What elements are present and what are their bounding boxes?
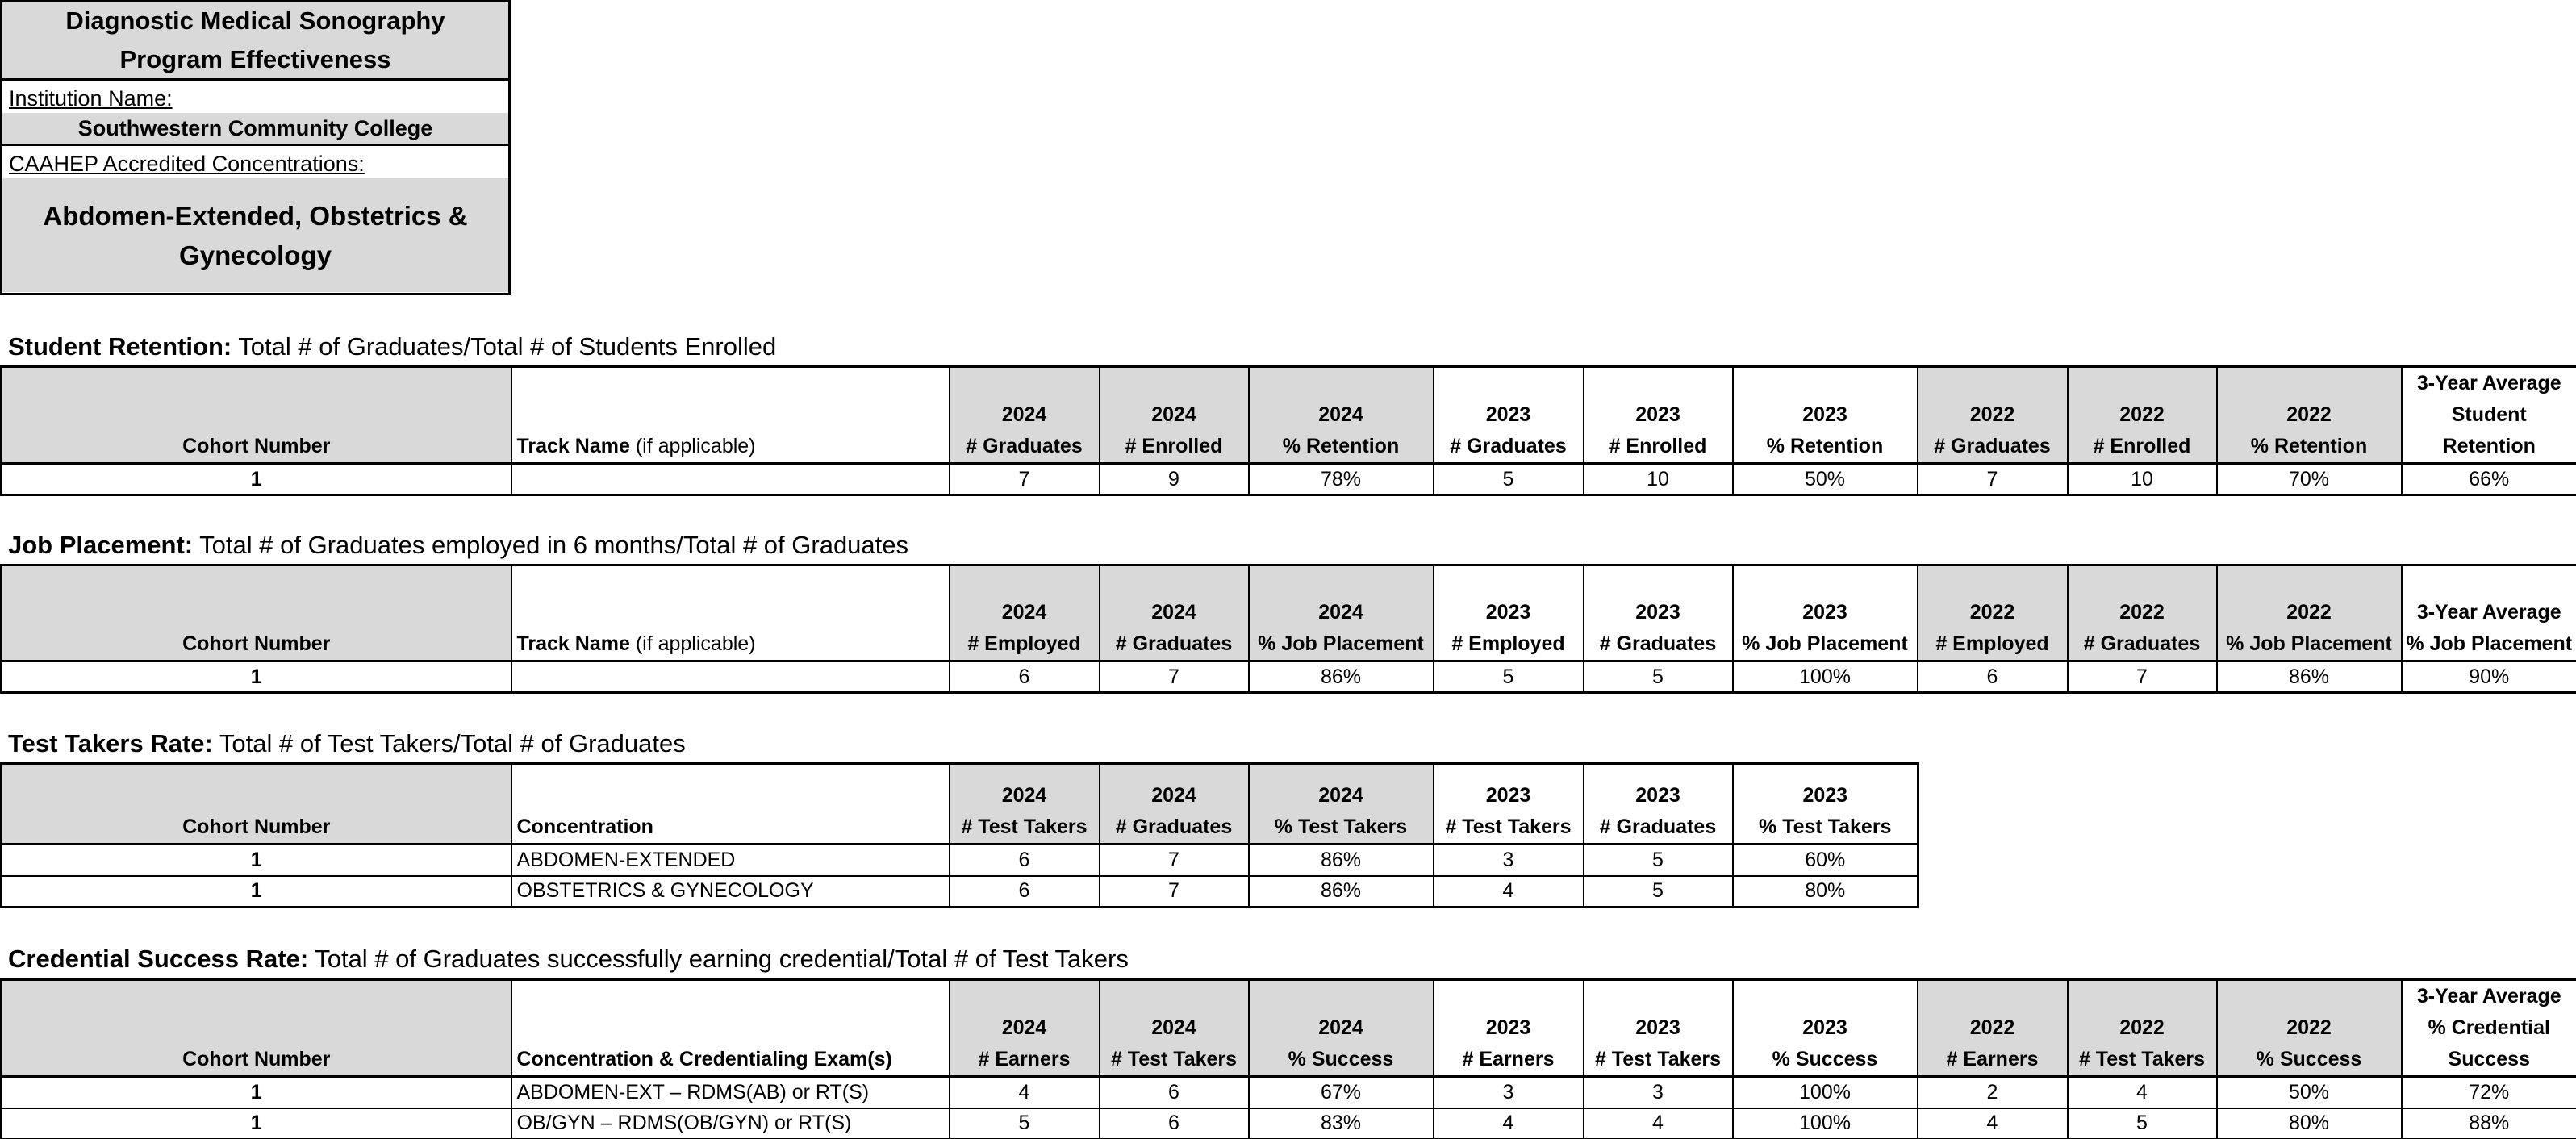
col-header-2023-earners <box>1434 980 1584 1077</box>
job-placement-title-desc: Total # of Graduates employed in 6 months/Total # of Graduates <box>193 531 909 559</box>
column-header-text: 2023 <box>1485 1016 1531 1039</box>
track-header-note: (if applicable) <box>629 435 756 457</box>
column-header-text: # Graduates <box>1115 816 1233 838</box>
cell-value[interactable]: 9 <box>1100 464 1249 495</box>
cell-value[interactable]: 6 <box>950 845 1100 876</box>
column-header-text: 2022 <box>2119 403 2165 426</box>
cell-value[interactable]: 5 <box>2068 1108 2217 1139</box>
cell-average[interactable]: 90% <box>2402 661 2576 693</box>
col-header-2023-enrolled <box>1584 367 1733 464</box>
column-header-text: 2024 <box>1151 784 1196 807</box>
program-info-box <box>0 0 511 295</box>
col-header-2024-enrolled <box>1100 367 1249 464</box>
column-header-text: # Employed <box>1935 632 2049 655</box>
program-title-line2: Program Effectiveness <box>119 45 391 73</box>
credential-title-desc: Total # of Graduates successfully earning credential/Total # of Test Takers <box>308 945 1129 973</box>
column-header-text: 2023 <box>1802 784 1848 807</box>
credential-table <box>0 978 2576 1139</box>
cell-value[interactable]: 4 <box>1584 1108 1733 1139</box>
col-header-2023-graduates <box>1434 367 1584 464</box>
cell-value[interactable]: 6 <box>950 661 1100 693</box>
cell-value[interactable]: 100% <box>1733 661 1918 693</box>
column-header-text: # Enrolled <box>1125 435 1223 457</box>
cell-value[interactable]: 100% <box>1733 1108 1918 1139</box>
cell-value[interactable]: 7 <box>1100 661 1249 693</box>
program-title-line1: Diagnostic Medical Sonography <box>65 6 445 35</box>
cell-concentration[interactable]: ABDOMEN-EXTENDED <box>511 845 950 876</box>
column-header-text: 2024 <box>1151 601 1196 624</box>
col-header-cohort: Cohort Number <box>2 565 511 661</box>
col-header-2022-retention <box>2217 367 2402 464</box>
cell-value[interactable]: 6 <box>1100 1077 1249 1108</box>
table-row <box>2 464 2576 495</box>
column-header-text: % Test Takers <box>1759 816 1892 838</box>
cell-average[interactable]: 66% <box>2402 464 2576 495</box>
column-header-text: % Success <box>2256 1048 2362 1070</box>
column-header-text: % Retention <box>1282 435 1400 457</box>
cell-value[interactable]: 5 <box>1584 845 1733 876</box>
column-header-text: # Graduates <box>1599 816 1717 838</box>
col-header-2024-earners <box>950 980 1100 1077</box>
cell-value[interactable]: 7 <box>1918 464 2068 495</box>
column-header-text: 2022 <box>1969 601 2015 624</box>
cell-value[interactable]: 60% <box>1733 845 1918 876</box>
cell-value[interactable]: 7 <box>1100 845 1249 876</box>
col-header-cohort: Cohort Number <box>2 764 511 845</box>
column-header-text: 2022 <box>2286 403 2332 426</box>
column-header-text: Student <box>2451 403 2527 426</box>
test-takers-title-bold: Test Takers Rate: <box>8 729 213 757</box>
col-header-2022-graduates <box>2068 565 2217 661</box>
institution-label: Institution Name: <box>2 81 508 113</box>
col-header-2023-test-takers <box>1434 764 1584 845</box>
column-header-text: # Graduates <box>1934 435 2051 457</box>
column-header-text: 2022 <box>2286 601 2332 624</box>
column-header-text: Retention <box>2442 435 2536 457</box>
column-header-text: 2024 <box>1318 403 1363 426</box>
cell-value[interactable]: 4 <box>950 1077 1100 1108</box>
column-header-text: 2024 <box>1318 784 1363 807</box>
column-header-text: % Retention <box>2250 435 2368 457</box>
column-header-text: 2024 <box>1001 601 1047 624</box>
cell-value[interactable]: 86% <box>1249 845 1434 876</box>
cell-value[interactable]: 4 <box>2068 1077 2217 1108</box>
cell-value[interactable]: 50% <box>2217 1077 2402 1108</box>
cell-value[interactable]: 5 <box>1584 876 1733 907</box>
col-header-2022-graduates <box>1918 367 2068 464</box>
column-header-text: % Job Placement <box>1258 632 1424 655</box>
column-header-text: % Success <box>1772 1048 1878 1070</box>
retention-title-desc: Total # of Graduates/Total # of Students Enrolled <box>232 332 777 361</box>
column-header-text: 2022 <box>2119 601 2165 624</box>
column-header-text: 2022 <box>1969 403 2015 426</box>
column-header-text: # Earners <box>1462 1048 1555 1070</box>
cell-value[interactable]: 10 <box>2068 464 2217 495</box>
cell-value[interactable]: 5 <box>1584 661 1733 693</box>
column-header-text: 2023 <box>1485 403 1531 426</box>
col-header-2022-earners <box>1918 980 2068 1077</box>
column-header-text: 2023 <box>1802 601 1847 624</box>
column-header-text: # Earners <box>1946 1048 2039 1070</box>
col-header-2023-success <box>1733 980 1918 1077</box>
credential-title-bold: Credential Success Rate: <box>8 945 309 973</box>
col-header-2023-graduates <box>1584 764 1733 845</box>
col-header-2024-graduates <box>1100 764 1249 845</box>
table-row <box>2 845 1918 876</box>
cell-value[interactable]: 80% <box>1733 876 1918 907</box>
column-header-text: 2024 <box>1151 1016 1196 1039</box>
column-header-text: # Test Takers <box>961 816 1088 838</box>
cell-value[interactable]: 5 <box>950 1108 1100 1139</box>
column-header-text: 3-Year Average <box>2416 372 2561 394</box>
column-header-text: % Success <box>1288 1048 1394 1070</box>
col-header-cohort: Cohort Number <box>2 980 511 1077</box>
column-header-text: 2024 <box>1001 403 1047 426</box>
retention-table <box>0 365 2576 496</box>
cell-value[interactable]: 78% <box>1249 464 1434 495</box>
column-header-text: 2024 <box>1151 403 1196 426</box>
cell-value[interactable]: 5 <box>1434 464 1584 495</box>
column-header-text: % Job Placement <box>2226 632 2392 655</box>
credential-section-title <box>8 945 1129 974</box>
column-header-text: % Job Placement <box>2406 632 2573 655</box>
table-row <box>2 1077 2576 1108</box>
table-row <box>2 661 2576 693</box>
column-header-text: % Credential <box>2428 1016 2550 1039</box>
col-header-2023-job-placement <box>1733 565 1918 661</box>
col-header-2022-test-takers <box>2068 980 2217 1077</box>
cell-track[interactable] <box>511 464 950 495</box>
col-header-track <box>511 367 950 464</box>
cell-value[interactable]: 67% <box>1249 1077 1434 1108</box>
col-header-2023-retention <box>1733 367 1918 464</box>
col-header-2024-retention <box>1249 367 1434 464</box>
cell-cohort[interactable]: 1 <box>2 1077 511 1108</box>
cell-average[interactable]: 72% <box>2402 1077 2576 1108</box>
cell-value[interactable]: 3 <box>1434 845 1584 876</box>
retention-section-title <box>8 332 776 361</box>
column-header-text: # Graduates <box>1450 435 1567 457</box>
cell-value[interactable]: 6 <box>1918 661 2068 693</box>
column-header-text: 2022 <box>2286 1016 2332 1039</box>
cell-value[interactable]: 2 <box>1918 1077 2068 1108</box>
column-header-text: 2022 <box>1969 1016 2015 1039</box>
cell-value[interactable]: 80% <box>2217 1108 2402 1139</box>
column-header-text: 2022 <box>2119 1016 2165 1039</box>
column-header-text: 2023 <box>1635 403 1680 426</box>
column-header-text: # Test Takers <box>2078 1048 2206 1070</box>
column-header-text: # Graduates <box>1115 632 1233 655</box>
col-header-2023-graduates <box>1584 565 1733 661</box>
cell-value[interactable]: 4 <box>1434 1108 1584 1139</box>
col-header-2023-test-takers <box>1584 980 1733 1077</box>
col-header-2024-pct-test-takers <box>1249 764 1434 845</box>
col-header-2024-test-takers <box>1100 980 1249 1077</box>
cell-concentration[interactable]: OBSTETRICS & GYNECOLOGY <box>511 876 950 907</box>
col-header-3yr-avg-retention <box>2402 367 2576 464</box>
column-header-text: # Employed <box>967 632 1081 655</box>
program-title <box>2 2 508 81</box>
col-header-2024-test-takers <box>950 764 1100 845</box>
cell-value[interactable]: 70% <box>2217 464 2402 495</box>
cell-value[interactable]: 86% <box>2217 661 2402 693</box>
col-header-2023-employed <box>1434 565 1584 661</box>
concentrations-line1: Abdomen-Extended, Obstetrics & <box>43 200 468 231</box>
job-placement-table <box>0 564 2576 694</box>
column-header-text: 2023 <box>1635 784 1680 807</box>
column-header-text: # Enrolled <box>1609 435 1707 457</box>
cell-value[interactable]: 6 <box>950 876 1100 907</box>
table-row <box>2 876 1918 907</box>
track-header-note: (if applicable) <box>629 632 756 655</box>
cell-track[interactable] <box>511 661 950 693</box>
col-header-concentration: Concentration <box>511 764 950 845</box>
column-header-text: % Retention <box>1766 435 1884 457</box>
track-header-bold: Track Name <box>516 632 630 655</box>
cell-value[interactable]: 7 <box>1100 876 1249 907</box>
test-takers-section-title <box>8 729 686 758</box>
cell-cohort[interactable]: 1 <box>2 464 511 495</box>
col-header-2023-pct-test-takers <box>1733 764 1918 845</box>
cell-value[interactable]: 6 <box>1100 1108 1249 1139</box>
column-header-text: # Test Takers <box>1445 816 1572 838</box>
cell-concentration-exam[interactable]: ABDOMEN-EXT – RDMS(AB) or RT(S) <box>511 1077 950 1108</box>
column-header-text: % Job Placement <box>1742 632 1908 655</box>
cell-value[interactable]: 7 <box>950 464 1100 495</box>
cell-cohort[interactable]: 1 <box>2 876 511 907</box>
col-header-2024-success <box>1249 980 1434 1077</box>
cell-value[interactable]: 3 <box>1434 1077 1584 1108</box>
cell-value[interactable]: 4 <box>1434 876 1584 907</box>
column-header-text: # Enrolled <box>2093 435 2191 457</box>
column-header-text: # Test Takers <box>1594 1048 1722 1070</box>
test-takers-title-desc: Total # of Test Takers/Total # of Graduates <box>212 729 686 757</box>
cell-value[interactable]: 86% <box>1249 661 1434 693</box>
col-header-3yr-avg-job-placement <box>2402 565 2576 661</box>
cell-value[interactable]: 7 <box>2068 661 2217 693</box>
col-header-2024-job-placement <box>1249 565 1434 661</box>
col-header-2022-job-placement <box>2217 565 2402 661</box>
track-header-bold: Track Name <box>516 435 630 457</box>
column-header-text: 2023 <box>1802 1016 1847 1039</box>
job-placement-title-bold: Job Placement: <box>8 531 194 559</box>
col-header-3yr-avg-credential <box>2402 980 2576 1077</box>
column-header-text: 2023 <box>1635 601 1680 624</box>
column-header-text: % Test Takers <box>1274 816 1408 838</box>
column-header-text: # Graduates <box>966 435 1083 457</box>
col-header-concentration-exam: Concentration & Credentialing Exam(s) <box>511 980 950 1077</box>
column-header-text: 2023 <box>1802 403 1847 426</box>
test-takers-table <box>0 762 1919 908</box>
col-header-2024-graduates <box>950 367 1100 464</box>
concentrations-value[interactable] <box>2 178 508 292</box>
cell-value[interactable]: 3 <box>1584 1077 1733 1108</box>
job-placement-section-title <box>8 531 908 560</box>
cell-cohort[interactable]: 1 <box>2 1108 511 1139</box>
cell-value[interactable]: 86% <box>1249 876 1434 907</box>
column-header-text: 2024 <box>1001 1016 1047 1039</box>
cell-value[interactable]: 5 <box>1434 661 1584 693</box>
column-header-text: # Employed <box>1451 632 1565 655</box>
cell-cohort[interactable]: 1 <box>2 661 511 693</box>
institution-name[interactable]: Southwestern Community College <box>2 113 508 146</box>
column-header-text: # Graduates <box>1599 632 1717 655</box>
column-header-text: 3-Year Average <box>2416 985 2561 1008</box>
cell-value[interactable]: 4 <box>1918 1108 2068 1139</box>
col-header-2024-employed <box>950 565 1100 661</box>
col-header-cohort: Cohort Number <box>2 367 511 464</box>
cell-cohort[interactable]: 1 <box>2 845 511 876</box>
col-header-2022-enrolled <box>2068 367 2217 464</box>
column-header-text: # Graduates <box>2083 632 2201 655</box>
cell-concentration-exam[interactable]: OB/GYN – RDMS(OB/GYN) or RT(S) <box>511 1108 950 1139</box>
cell-value[interactable]: 50% <box>1733 464 1918 495</box>
column-header-text: 2023 <box>1635 1016 1680 1039</box>
column-header-text: 2024 <box>1318 1016 1363 1039</box>
column-header-text: 2023 <box>1485 601 1531 624</box>
retention-title-bold: Student Retention: <box>8 332 232 361</box>
concentrations-line2: Gynecology <box>179 240 332 270</box>
col-header-track <box>511 565 950 661</box>
table-row <box>2 1108 2576 1139</box>
cell-value[interactable]: 100% <box>1733 1077 1918 1108</box>
col-header-2024-graduates <box>1100 565 1249 661</box>
cell-value[interactable]: 10 <box>1584 464 1733 495</box>
column-header-text: # Test Takers <box>1110 1048 1238 1070</box>
col-header-2022-success <box>2217 980 2402 1077</box>
cell-value[interactable]: 83% <box>1249 1108 1434 1139</box>
column-header-text: Success <box>2448 1048 2530 1070</box>
cell-average[interactable]: 88% <box>2402 1108 2576 1139</box>
col-header-2022-employed <box>1918 565 2068 661</box>
column-header-text: 2024 <box>1001 784 1047 807</box>
column-header-text: 2024 <box>1318 601 1363 624</box>
column-header-text: 3-Year Average <box>2416 601 2561 624</box>
concentrations-label: CAAHEP Accredited Concentrations: <box>2 146 508 178</box>
column-header-text: # Earners <box>978 1048 1071 1070</box>
column-header-text: 2023 <box>1485 784 1531 807</box>
